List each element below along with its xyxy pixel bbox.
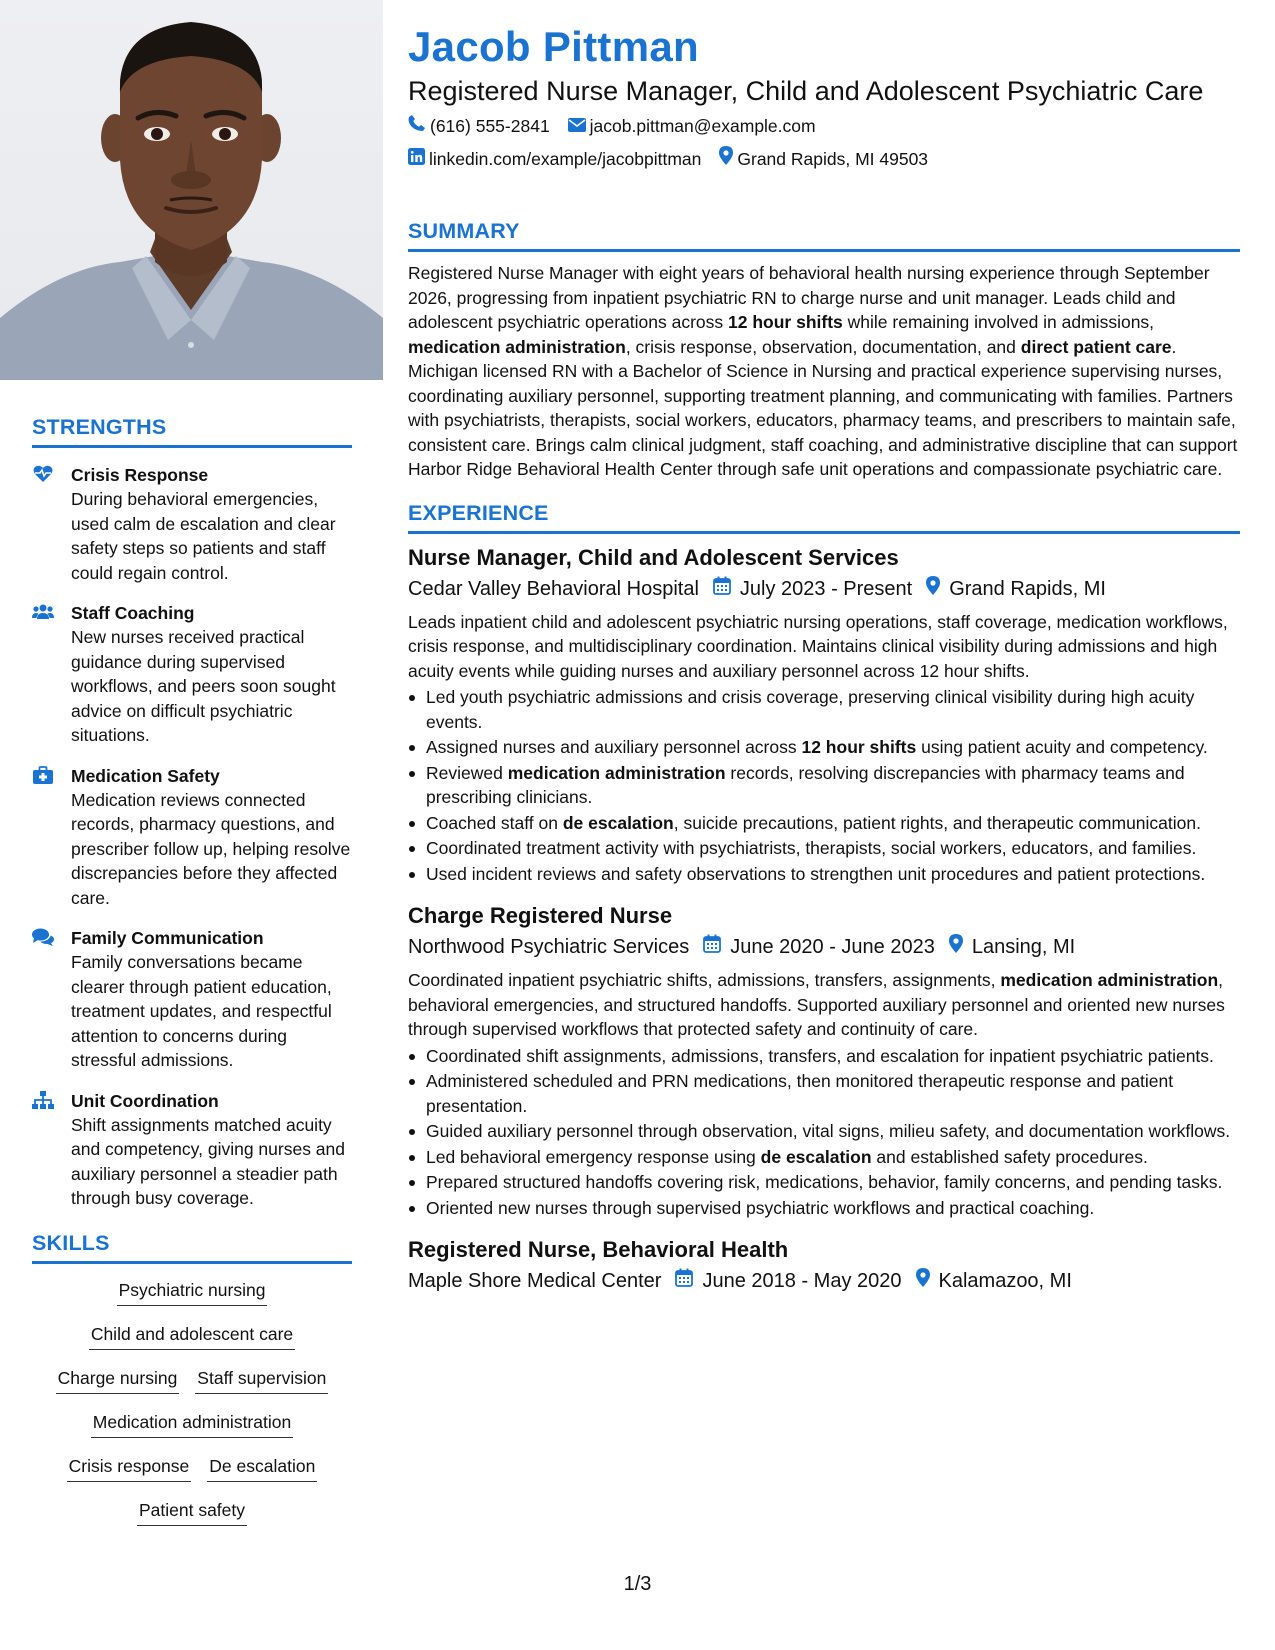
right-column: [408, 22, 1240, 1295]
skill-row: [32, 1322, 352, 1350]
job-dates-group: [703, 933, 935, 961]
skill-row: [32, 1410, 352, 1438]
strength-item: [32, 764, 352, 911]
map-marker-icon: [916, 1267, 939, 1295]
job-employer: Cedar Valley Behavioral Hospital: [408, 577, 699, 600]
job-bullet: Coached staff on de escalation, suicide precautions, patient rights, and therapeutic communication.: [408, 811, 1240, 836]
summary-heading: SUMMARY: [408, 219, 1240, 252]
heart-pulse-icon: [32, 465, 54, 483]
sitemap-icon: [32, 1091, 54, 1109]
emphasis-text: de escalation: [760, 1146, 872, 1167]
emphasis-text: 12 hour shifts: [728, 312, 843, 332]
job-bullet: Guided auxiliary personnel through observation, vital signs, milieu safety, and documentation workflows.: [408, 1119, 1240, 1144]
strengths-list: [32, 463, 352, 1211]
job-location-group: [949, 933, 1075, 961]
job-entry: [408, 1236, 1240, 1295]
job-location: Kalamazoo, MI: [938, 1270, 1072, 1292]
emphasis-text: medication administration: [408, 336, 626, 357]
job-entry: [408, 544, 1240, 887]
job-bullet: Administered scheduled and PRN medications, then monitored therapeutic response and patient presentation.: [408, 1069, 1240, 1118]
skill-row: [32, 1278, 352, 1306]
skills-heading: SKILLS: [32, 1231, 352, 1264]
comments-icon: [32, 928, 54, 946]
skill-tag: Patient safety: [137, 1498, 247, 1526]
phone-icon: [408, 114, 430, 138]
job-dates-group: [713, 575, 912, 603]
strength-item: [32, 926, 352, 1073]
skill-tag: Charge nursing: [56, 1366, 180, 1394]
left-column: [32, 415, 352, 1542]
strength-title: Crisis Response: [71, 465, 209, 485]
candidate-headline: Registered Nurse Manager, Child and Adolescent Psychiatric Care: [408, 76, 1204, 106]
candidate-name: Jacob Pittman: [408, 23, 699, 70]
job-title: Registered Nurse, Behavioral Health: [408, 1237, 789, 1262]
job-location: Lansing, MI: [971, 936, 1076, 958]
email-text: jacob.pittman@example.com: [589, 116, 816, 136]
job-dates: June 2020 - June 2023: [730, 936, 935, 958]
job-meta: [408, 575, 1240, 603]
job-bullet: Led behavioral emergency response using de escalation and established safety procedures.: [408, 1145, 1240, 1170]
location-contact: [719, 146, 928, 171]
job-location-group: [916, 1267, 1072, 1295]
strength-item: [32, 601, 352, 748]
job-location-group: [926, 575, 1106, 603]
job-bullet: Reviewed medication administration records, resolving discrepancies with pharmacy teams and prescribing clinicians.: [408, 761, 1240, 810]
map-marker-icon: [949, 933, 972, 961]
linkedin-text: linkedin.com/example/jacobpittman: [429, 148, 702, 169]
job-dates: June 2018 - May 2020: [702, 1270, 902, 1292]
emphasis-text: medication administration: [1000, 970, 1219, 990]
job-bullet: Oriented new nurses through supervised psychiatric workflows and practical coaching.: [408, 1196, 1240, 1221]
skills-list: [32, 1278, 352, 1526]
skill-tag: Medication administration: [91, 1410, 293, 1438]
strength-title: Medication Safety: [71, 765, 220, 786]
job-bullet: Coordinated shift assignments, admissions, transfers, and escalation for inpatient psychiatric patients.: [408, 1044, 1240, 1069]
job-bullets: [408, 685, 1240, 886]
page-indicator: 1/3: [623, 1573, 652, 1595]
job-description: Leads inpatient child and adolescent psychiatric nursing operations, staff coverage, medication workflows, crisis response, and multidisciplinary coordination. Maintains clinical visibility during admissions and high acuity events while guiding nurses and auxiliary personnel across 12 hour shifts.: [408, 611, 1228, 681]
profile-photo: [0, 0, 383, 380]
strength-desc: Family conversations became clearer through patient education, treatment updates, and respectful attention to concerns during stressful admissions.: [71, 952, 332, 1070]
emphasis-text: de escalation: [562, 812, 674, 833]
calendar-icon: [703, 933, 730, 961]
job-title: Nurse Manager, Child and Adolescent Services: [408, 544, 899, 570]
strength-desc: New nurses received practical guidance during supervised workflows, and peers soon sought advice on difficult psychiatric situations.: [71, 627, 336, 745]
contact-row: [408, 146, 1240, 171]
skill-row: [32, 1454, 352, 1482]
linkedin-contact[interactable]: [408, 147, 701, 171]
job-description: Coordinated inpatient psychiatric shifts, admissions, transfers, assignments, medication administration, behavioral emergencies, and structured handoffs. Supported auxiliary personnel and oriented new nurses through supervised workflows that protected safety and continuity of care.: [408, 970, 1225, 1039]
emphasis-text: direct patient care: [1020, 336, 1172, 357]
job-employer: Northwood Psychiatric Services: [408, 936, 690, 958]
users-icon: [32, 603, 54, 621]
job-bullet: Coordinated treatment activity with psychiatrists, therapists, social workers, educators, and families.: [408, 836, 1240, 861]
strength-desc: Shift assignments matched acuity and competency, giving nurses and auxiliary personnel a steadier path through busy coverage.: [71, 1114, 346, 1208]
job-employer: Maple Shore Medical Center: [408, 1270, 662, 1292]
phone-contact[interactable]: [408, 114, 550, 138]
job-dates-group: [675, 1267, 901, 1295]
job-bullet: Prepared structured handoffs covering risk, medications, behavior, family concerns, and pending tasks.: [408, 1170, 1240, 1195]
strength-item: [32, 1089, 352, 1211]
job-bullet: Led youth psychiatric admissions and crisis coverage, preserving clinical visibility during high acuity events.: [408, 685, 1240, 734]
strength-desc: Medication reviews connected records, pharmacy questions, and prescriber follow up, helping resolve discrepancies before they affected care.: [71, 789, 351, 908]
calendar-icon: [675, 1267, 702, 1295]
strength-item: [32, 463, 352, 585]
medkit-icon: [32, 766, 54, 784]
job-title: Charge Registered Nurse: [408, 903, 673, 928]
strength-title: Family Communication: [71, 928, 264, 948]
emphasis-text: medication administration: [507, 762, 726, 783]
skill-tag: Child and adolescent care: [89, 1322, 295, 1350]
job-bullet: Used incident reviews and safety observations to strengthen unit procedures and patient protections.: [408, 862, 1240, 887]
phone-text: (616) 555-2841: [430, 116, 550, 136]
skill-tag: Crisis response: [67, 1454, 192, 1482]
email-icon: [568, 114, 590, 138]
strength-title: Staff Coaching: [71, 603, 195, 623]
strength-desc: During behavioral emergencies, used calm de escalation and clear safety steps so patients and staff could regain control.: [71, 489, 336, 583]
job-location: Grand Rapids, MI: [949, 577, 1106, 600]
skill-tag: De escalation: [207, 1454, 317, 1482]
strengths-heading: STRENGTHS: [32, 415, 352, 448]
skill-row: [32, 1498, 352, 1526]
location-text: Grand Rapids, MI 49503: [737, 148, 929, 169]
skill-tag: Staff supervision: [195, 1366, 328, 1394]
summary-text: Registered Nurse Manager with eight years of behavioral health nursing experience through September 2026, progressing from inpatient psychiatric RN to charge nurse and unit manager. Leads child and adolescent psychiatric operations across 12 hour shifts while remaining involved in admissions, medication administration, crisis response, observation, documentation, and direct patient care. Michigan licensed RN with a Bachelor of Science in Nursing and practical experience supervising nurses, coordinating auxiliary personnel, supporting treatment planning, and communicating with families. Partners with psychiatrists, therapists, social workers, educators, pharmacy teams, and prescribers to maintain safe, consistent care. Brings calm clinical judgment, staff coaching, and administrative discipline that can support Harbor Ridge Behavioral Health Center through safe unit operations and compassionate psychiatric care.: [408, 263, 1238, 479]
map-marker-icon: [719, 146, 737, 171]
calendar-icon: [713, 575, 740, 603]
job-bullet: Assigned nurses and auxiliary personnel across 12 hour shifts using patient acuity and competency.: [408, 735, 1240, 760]
job-entry: [408, 902, 1240, 1220]
job-dates: July 2023 - Present: [739, 577, 913, 600]
map-marker-icon: [926, 575, 949, 603]
skill-tag: Psychiatric nursing: [117, 1278, 268, 1306]
job-bullets: [408, 1044, 1240, 1221]
experience-heading: EXPERIENCE: [408, 501, 1240, 534]
emphasis-text: 12 hour shifts: [801, 737, 917, 757]
strength-title: Unit Coordination: [71, 1090, 219, 1111]
linkedin-icon: [408, 147, 429, 171]
email-contact[interactable]: [568, 114, 816, 138]
contact-row: [408, 114, 1240, 138]
job-meta: [408, 933, 1240, 961]
skill-row: [32, 1366, 352, 1394]
job-meta: [408, 1267, 1240, 1295]
